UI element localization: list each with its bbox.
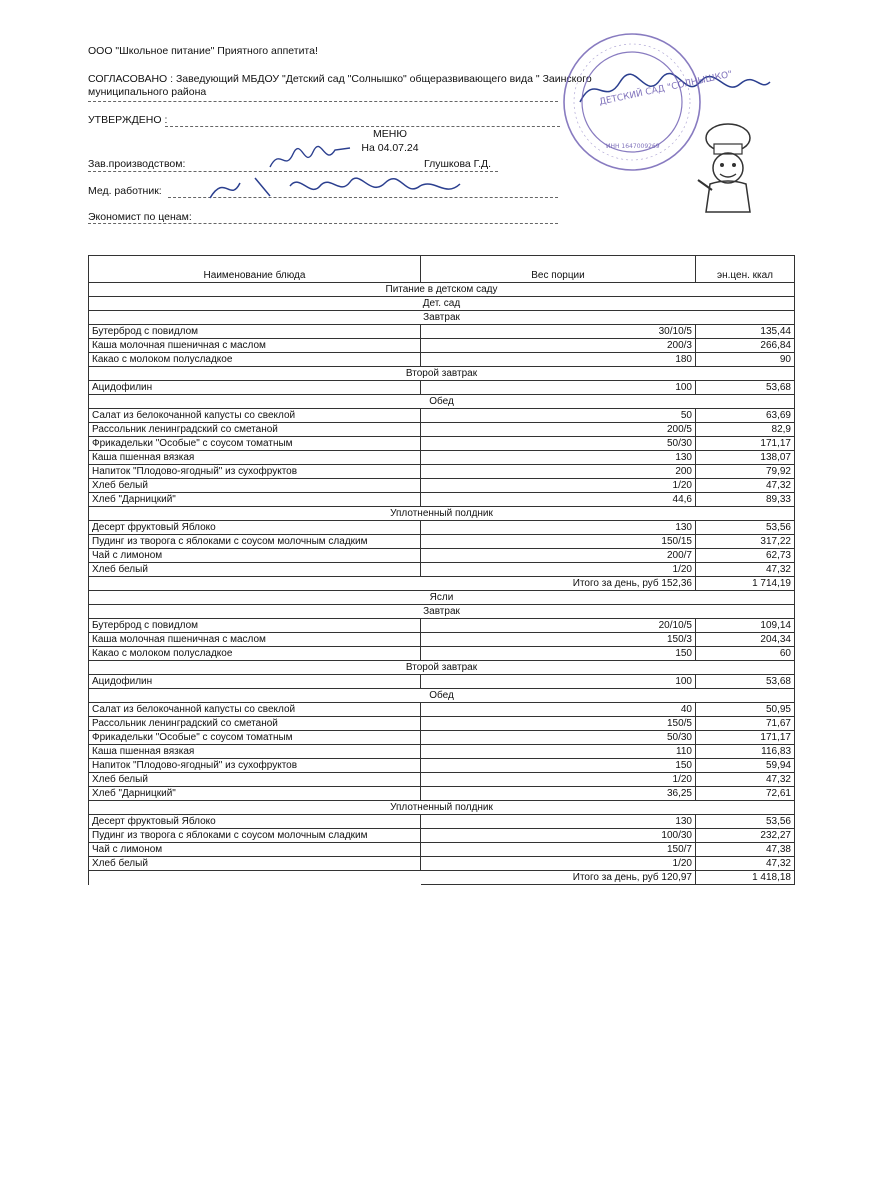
dish-kcal: 53,56 bbox=[696, 521, 795, 535]
dish-kcal: 50,95 bbox=[696, 703, 795, 717]
economist-label: Экономист по ценам: bbox=[88, 211, 192, 223]
production-name: Глушкова Г.Д. bbox=[424, 158, 492, 170]
table-row bbox=[89, 759, 795, 773]
dish-name: Хлеб "Дарницкий" bbox=[89, 493, 421, 507]
table-row bbox=[89, 633, 795, 647]
table-header-row bbox=[89, 256, 795, 283]
dish-name: Бутерброд с повидлом bbox=[89, 325, 421, 339]
total-spacer bbox=[89, 577, 421, 591]
dish-kcal: 116,83 bbox=[696, 745, 795, 759]
total-kcal: 1 714,19 bbox=[696, 577, 795, 591]
dish-name: Каша молочная пшеничная с маслом bbox=[89, 339, 421, 353]
confirmed-label: УТВЕРЖДЕНО : bbox=[88, 114, 168, 126]
approved-line-2: муниципального района bbox=[88, 86, 207, 98]
group-name: Ясли bbox=[89, 591, 795, 605]
chef-logo-icon bbox=[690, 120, 760, 215]
table-row bbox=[89, 857, 795, 871]
dish-name: Каша молочная пшеничная с маслом bbox=[89, 633, 421, 647]
dish-weight: 130 bbox=[421, 815, 696, 829]
dish-weight: 50/30 bbox=[421, 731, 696, 745]
table-row bbox=[89, 325, 795, 339]
column-header-dish: Наименование блюда bbox=[89, 256, 421, 283]
dish-kcal: 171,17 bbox=[696, 731, 795, 745]
dish-weight: 1/20 bbox=[421, 773, 696, 787]
dish-kcal: 109,14 bbox=[696, 619, 795, 633]
dish-weight: 1/20 bbox=[421, 857, 696, 871]
dish-name: Бутерброд с повидлом bbox=[89, 619, 421, 633]
dish-weight: 200/5 bbox=[421, 423, 696, 437]
table-row bbox=[89, 339, 795, 353]
dish-name: Какао с молоком полусладкое bbox=[89, 647, 421, 661]
dish-name: Фрикадельки "Особые" с соусом томатным bbox=[89, 731, 421, 745]
table-row bbox=[89, 843, 795, 857]
group-name: Дет. сад bbox=[89, 297, 795, 311]
dish-name: Хлеб белый bbox=[89, 563, 421, 577]
meal-name: Уплотненный полдник bbox=[89, 801, 795, 815]
medic-signature-image bbox=[200, 168, 470, 208]
group-row bbox=[89, 297, 795, 311]
dish-name: Ацидофилин bbox=[89, 381, 421, 395]
dish-name: Какао с молоком полусладкое bbox=[89, 353, 421, 367]
table-row bbox=[89, 451, 795, 465]
dish-kcal: 60 bbox=[696, 647, 795, 661]
table-row bbox=[89, 787, 795, 801]
organization-stamp-image bbox=[560, 30, 734, 175]
table-row bbox=[89, 717, 795, 731]
dish-name: Каша пшенная вязкая bbox=[89, 745, 421, 759]
dish-kcal: 232,27 bbox=[696, 829, 795, 843]
table-row bbox=[89, 437, 795, 451]
dish-weight: 110 bbox=[421, 745, 696, 759]
table-row bbox=[89, 535, 795, 549]
meal-name: Обед bbox=[89, 689, 795, 703]
dish-kcal: 135,44 bbox=[696, 325, 795, 339]
dish-kcal: 79,92 bbox=[696, 465, 795, 479]
table-row bbox=[89, 675, 795, 689]
dish-weight: 150 bbox=[421, 759, 696, 773]
total-label: Итого за день, руб 120,97 bbox=[421, 871, 696, 885]
total-label: Итого за день, руб 152,36 bbox=[421, 577, 696, 591]
table-row bbox=[89, 493, 795, 507]
medic-label: Мед. работник: bbox=[88, 185, 162, 197]
table-row bbox=[89, 381, 795, 395]
meal-name: Уплотненный полдник bbox=[89, 507, 795, 521]
dish-name: Фрикадельки "Особые" с соусом томатным bbox=[89, 437, 421, 451]
dish-weight: 36,25 bbox=[421, 787, 696, 801]
stamp-inn: ИНН 1647009269 bbox=[606, 143, 660, 150]
dish-weight: 1/20 bbox=[421, 479, 696, 493]
dish-name: Хлеб "Дарницкий" bbox=[89, 787, 421, 801]
dish-kcal: 90 bbox=[696, 353, 795, 367]
dish-kcal: 47,32 bbox=[696, 563, 795, 577]
dish-weight: 130 bbox=[421, 451, 696, 465]
meal-row bbox=[89, 311, 795, 325]
table-row bbox=[89, 815, 795, 829]
dish-name: Хлеб белый bbox=[89, 773, 421, 787]
dish-kcal: 171,17 bbox=[696, 437, 795, 451]
menu-date: На 04.07.24 bbox=[361, 142, 419, 154]
dish-weight: 150/3 bbox=[421, 633, 696, 647]
meal-name: Обед bbox=[89, 395, 795, 409]
meal-row bbox=[89, 801, 795, 815]
dish-kcal: 59,94 bbox=[696, 759, 795, 773]
dish-kcal: 47,32 bbox=[696, 479, 795, 493]
meal-row bbox=[89, 507, 795, 521]
dish-name: Пудинг из творога с яблоками с соусом молочным сладким bbox=[89, 535, 421, 549]
total-spacer bbox=[89, 871, 421, 885]
dish-weight: 40 bbox=[421, 703, 696, 717]
table-row bbox=[89, 423, 795, 437]
dish-weight: 100 bbox=[421, 675, 696, 689]
dish-weight: 50 bbox=[421, 409, 696, 423]
dish-kcal: 317,22 bbox=[696, 535, 795, 549]
meal-row bbox=[89, 367, 795, 381]
total-row bbox=[89, 871, 795, 885]
column-header-weight: Вес порции bbox=[421, 256, 696, 283]
table-row bbox=[89, 745, 795, 759]
dish-weight: 30/10/5 bbox=[421, 325, 696, 339]
meal-row bbox=[89, 661, 795, 675]
dish-weight: 200/3 bbox=[421, 339, 696, 353]
dish-kcal: 62,73 bbox=[696, 549, 795, 563]
dish-name: Рассольник ленинградский со сметаной bbox=[89, 423, 421, 437]
meal-name: Второй завтрак bbox=[89, 661, 795, 675]
dish-name: Пудинг из творога с яблоками с соусом молочным сладким bbox=[89, 829, 421, 843]
dish-kcal: 53,56 bbox=[696, 815, 795, 829]
dish-kcal: 138,07 bbox=[696, 451, 795, 465]
dish-weight: 130 bbox=[421, 521, 696, 535]
dish-weight: 150 bbox=[421, 647, 696, 661]
table-row bbox=[89, 479, 795, 493]
table-row bbox=[89, 619, 795, 633]
dish-kcal: 89,33 bbox=[696, 493, 795, 507]
meal-name: Завтрак bbox=[89, 605, 795, 619]
menu-table-body bbox=[89, 283, 795, 885]
dish-name: Рассольник ленинградский со сметаной bbox=[89, 717, 421, 731]
dish-name: Салат из белокочанной капусты со свеклой bbox=[89, 409, 421, 423]
dish-name: Десерт фруктовый Яблоко bbox=[89, 815, 421, 829]
table-row bbox=[89, 409, 795, 423]
dish-name: Хлеб белый bbox=[89, 479, 421, 493]
column-header-kcal: эн.цен. ккал bbox=[696, 256, 795, 283]
company-line: ООО "Школьное питание" Приятного аппетита! bbox=[88, 45, 318, 57]
dish-kcal: 82,9 bbox=[696, 423, 795, 437]
dish-weight: 100 bbox=[421, 381, 696, 395]
dish-weight: 150/5 bbox=[421, 717, 696, 731]
meal-row bbox=[89, 605, 795, 619]
menu-title: МЕНЮ bbox=[373, 128, 407, 140]
meal-name: Завтрак bbox=[89, 311, 795, 325]
total-row bbox=[89, 577, 795, 591]
approved-underline bbox=[88, 101, 558, 102]
confirmed-underline bbox=[165, 126, 560, 127]
dish-kcal: 72,61 bbox=[696, 787, 795, 801]
stamp-text: ДЕТСКИЙ САД "СОЛНЫШКО" bbox=[598, 69, 734, 108]
dish-kcal: 71,67 bbox=[696, 717, 795, 731]
dish-name: Чай с лимоном bbox=[89, 549, 421, 563]
table-row bbox=[89, 647, 795, 661]
table-row bbox=[89, 563, 795, 577]
table-title-row bbox=[89, 283, 795, 297]
table-row bbox=[89, 731, 795, 745]
dish-weight: 50/30 bbox=[421, 437, 696, 451]
total-kcal: 1 418,18 bbox=[696, 871, 795, 885]
dish-name: Каша пшенная вязкая bbox=[89, 451, 421, 465]
table-title: Питание в детском саду bbox=[89, 283, 795, 297]
dish-kcal: 53,68 bbox=[696, 381, 795, 395]
dish-kcal: 266,84 bbox=[696, 339, 795, 353]
production-label: Зав.производством: bbox=[88, 158, 186, 170]
dish-weight: 200/7 bbox=[421, 549, 696, 563]
dish-name: Салат из белокочанной капусты со свеклой bbox=[89, 703, 421, 717]
table-row bbox=[89, 549, 795, 563]
economist-underline bbox=[88, 223, 558, 224]
dish-kcal: 47,32 bbox=[696, 857, 795, 871]
dish-weight: 150/7 bbox=[421, 843, 696, 857]
dish-weight: 180 bbox=[421, 353, 696, 367]
meal-row bbox=[89, 689, 795, 703]
dish-name: Напиток "Плодово-ягодный" из сухофруктов bbox=[89, 759, 421, 773]
dish-name: Десерт фруктовый Яблоко bbox=[89, 521, 421, 535]
dish-name: Чай с лимоном bbox=[89, 843, 421, 857]
dish-name: Ацидофилин bbox=[89, 675, 421, 689]
dish-weight: 200 bbox=[421, 465, 696, 479]
dish-weight: 100/30 bbox=[421, 829, 696, 843]
table-row bbox=[89, 353, 795, 367]
meal-row bbox=[89, 395, 795, 409]
dish-weight: 150/15 bbox=[421, 535, 696, 549]
dish-weight: 1/20 bbox=[421, 563, 696, 577]
dish-kcal: 47,38 bbox=[696, 843, 795, 857]
table-row bbox=[89, 829, 795, 843]
dish-name: Напиток "Плодово-ягодный" из сухофруктов bbox=[89, 465, 421, 479]
meal-name: Второй завтрак bbox=[89, 367, 795, 381]
table-row bbox=[89, 773, 795, 787]
dish-kcal: 47,32 bbox=[696, 773, 795, 787]
dish-kcal: 204,34 bbox=[696, 633, 795, 647]
menu-table bbox=[88, 255, 795, 885]
table-row bbox=[89, 521, 795, 535]
approved-line-1: СОГЛАСОВАНО : Заведующий МБДОУ "Детский сад "Солнышко" общеразвивающего вида " Заинского bbox=[88, 73, 592, 85]
dish-name: Хлеб белый bbox=[89, 857, 421, 871]
table-row bbox=[89, 703, 795, 717]
table-row bbox=[89, 465, 795, 479]
group-row bbox=[89, 591, 795, 605]
dish-kcal: 53,68 bbox=[696, 675, 795, 689]
dish-weight: 20/10/5 bbox=[421, 619, 696, 633]
dish-weight: 44,6 bbox=[421, 493, 696, 507]
dish-kcal: 63,69 bbox=[696, 409, 795, 423]
